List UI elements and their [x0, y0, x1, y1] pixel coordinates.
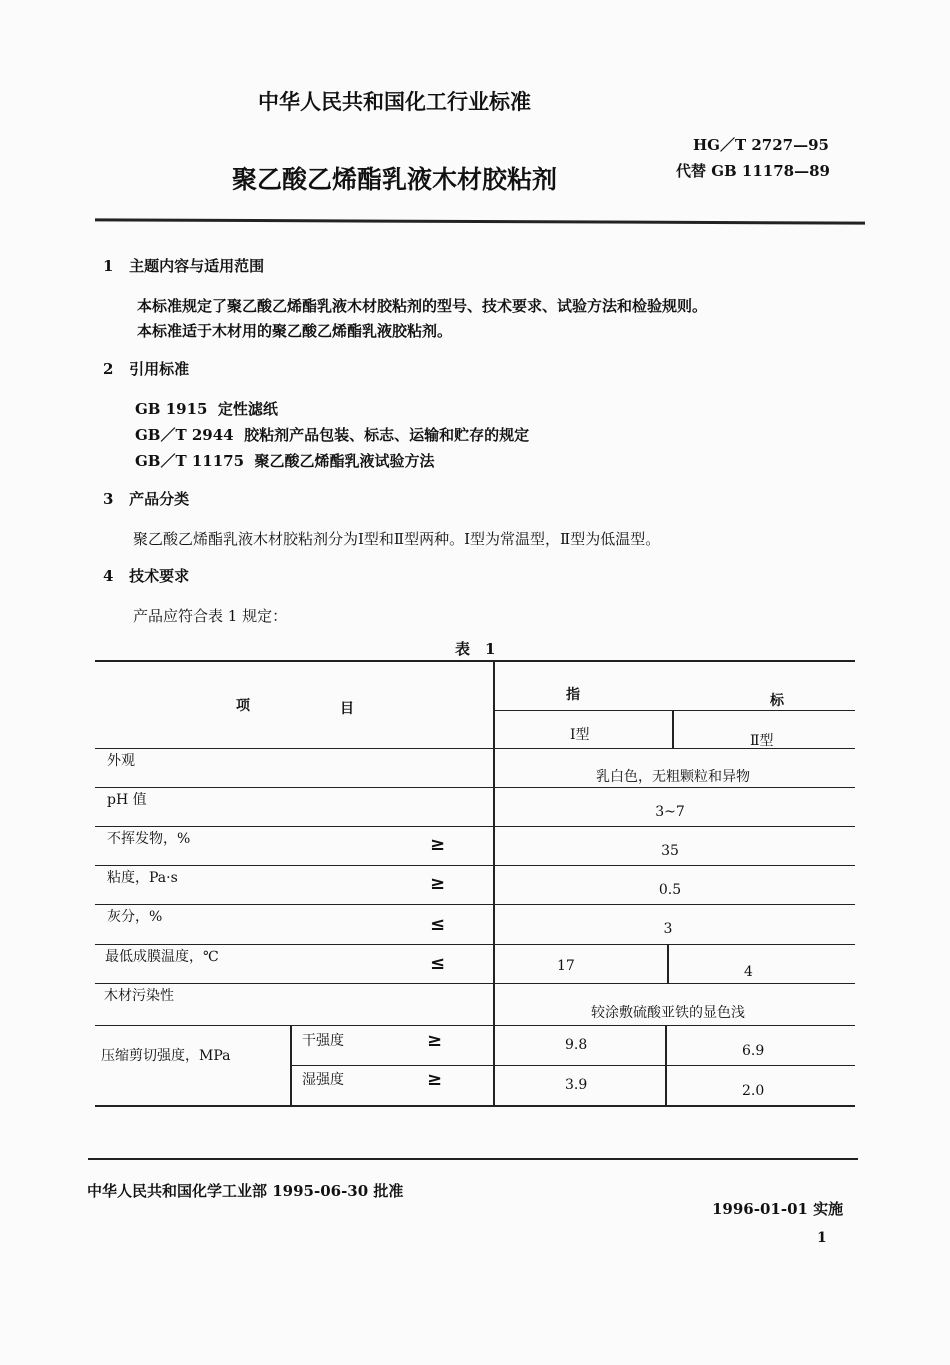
header-divider: [95, 218, 865, 224]
row-item: 不挥发物，%: [107, 831, 191, 847]
standard-code: HG／T 2727—95: [693, 136, 829, 154]
row-value-type-1: 17: [557, 958, 575, 974]
row-operator: ≥: [427, 1030, 443, 1051]
row-item: 外观: [107, 753, 135, 769]
row-operator: ≥: [430, 873, 446, 894]
row-value: 3~7: [655, 804, 685, 820]
row-operator: ≤: [430, 914, 446, 935]
header-item-b: 目: [340, 701, 354, 717]
row-value: 乳白色，无粗颗粒和异物: [596, 769, 750, 785]
document-title: 聚乙酸乙烯酯乳液木材胶粘剂: [232, 165, 558, 194]
row-item: 木材污染性: [104, 988, 174, 1004]
subrow-dry: 干强度: [302, 1033, 344, 1049]
row-item: pH 值: [107, 792, 147, 808]
footer-divider: [88, 1158, 858, 1160]
section-1-heading: 1 主题内容与适用范围: [103, 257, 265, 275]
replaces-code: 代替 GB 11178—89: [676, 162, 830, 180]
row-item: 粘度，Pa·s: [107, 870, 178, 886]
table-caption: 表 1: [455, 640, 496, 658]
reference-3: GB／T 11175 聚乙酸乙烯酯乳液试验方法: [135, 452, 435, 470]
subrow-wet: 湿强度: [302, 1072, 344, 1088]
row-operator: ≥: [427, 1069, 443, 1090]
section-4-heading: 4 技术要求: [103, 567, 190, 585]
row-value: 较涂敷硫酸亚铁的显色浅: [591, 1005, 745, 1021]
section-1-para-1: 本标准规定了聚乙酸乙烯酯乳液木材胶粘剂的型号、技术要求、试验方法和检验规则。: [137, 297, 708, 315]
issuer: 中华人民共和国化学工业部 1995-06-30 批准: [87, 1182, 404, 1200]
header-index-b: 标: [770, 693, 784, 709]
header-type-1: Ⅰ型: [570, 727, 590, 743]
header-type-2: Ⅱ型: [750, 733, 774, 749]
row-item: 最低成膜温度，℃: [105, 949, 219, 965]
row-value: 3: [663, 921, 673, 937]
row-value-type-2: 4: [744, 964, 753, 980]
row-value: 0.5: [658, 882, 682, 898]
section-2-heading: 2 引用标准: [103, 360, 190, 378]
row-value: 35: [661, 843, 679, 859]
reference-2: GB／T 2944 胶粘剂产品包装、标志、运输和贮存的规定: [135, 426, 530, 444]
section-3-heading: 3 产品分类: [103, 490, 190, 508]
row-value-type-2: 2.0: [742, 1083, 765, 1099]
row-item: 灰分，%: [107, 909, 163, 925]
reference-1: GB 1915 定性滤纸: [135, 400, 278, 418]
row-value-type-1: 9.8: [565, 1037, 588, 1053]
row-value-type-1: 3.9: [565, 1077, 588, 1093]
page-number: 1: [817, 1230, 827, 1246]
row-item: 压缩剪切强度，MPa: [101, 1048, 231, 1064]
row-operator: ≥: [430, 834, 446, 855]
effective-date: 1996-01-01 实施: [712, 1200, 844, 1218]
row-value-type-2: 6.9: [742, 1043, 765, 1059]
header-item-a: 项: [236, 698, 250, 714]
standard-category: 中华人民共和国化工行业标准: [258, 89, 531, 114]
header-index-a: 指: [566, 687, 580, 703]
row-operator: ≤: [430, 953, 446, 974]
section-3-para: 聚乙酸乙烯酯乳液木材胶粘剂分为Ⅰ型和Ⅱ型两种。Ⅰ型为常温型，Ⅱ型为低温型。: [133, 530, 661, 548]
section-1-para-2: 本标准适于木材用的聚乙酸乙烯酯乳液胶粘剂。: [137, 322, 453, 340]
section-4-para: 产品应符合表 1 规定：: [133, 607, 288, 625]
